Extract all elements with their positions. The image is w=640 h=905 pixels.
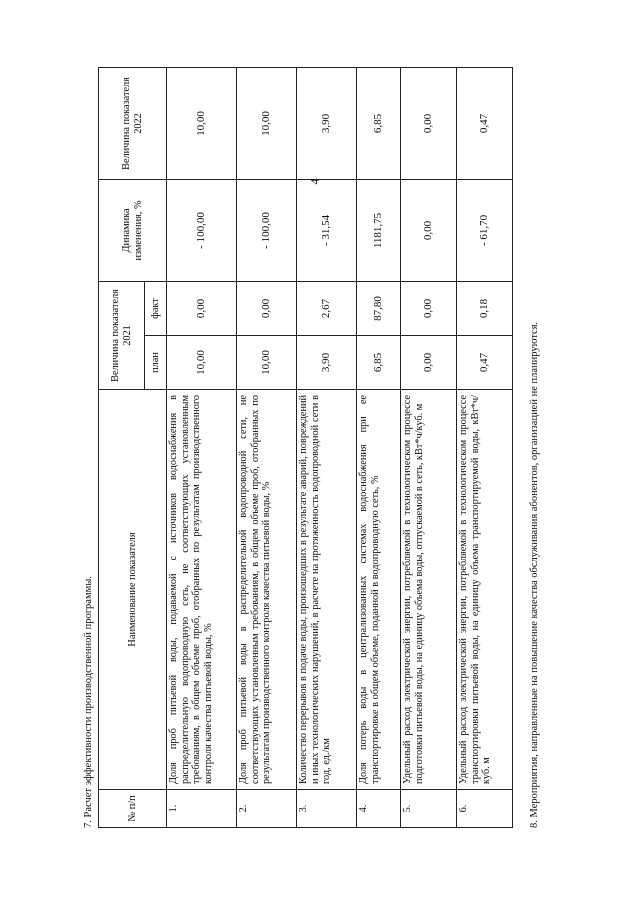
table-row xyxy=(237,68,297,828)
row-plan: 0,47 xyxy=(457,336,513,390)
row-name: Удельный расход электрической энергии, потребляемой в технологическом процессе транспортировки питьевой воды, на единицу объема транспортируемой воды, кВт*ч/куб. м xyxy=(457,390,513,790)
row-num: 1. xyxy=(167,790,237,828)
section-title: 7. Расчет эффективности производственной программы. xyxy=(83,576,94,828)
header-value-2021: Величина показателя 2021 xyxy=(99,282,145,390)
row-name: Доля потерь воды в централизованных системах водоснабжения при ее транспортировке в общем объеме, поданной в водопроводную сеть, % xyxy=(357,390,401,790)
row-plan: 3,90 xyxy=(297,336,357,390)
row-dynamics: - 61,70 xyxy=(457,180,513,282)
header-num: № п/п xyxy=(99,790,167,828)
row-plan: 10,00 xyxy=(167,336,237,390)
row-plan: 10,00 xyxy=(237,336,297,390)
row-fact: 0,18 xyxy=(457,282,513,336)
row-plan: 0,00 xyxy=(401,336,457,390)
row-value-2022: 10,00 xyxy=(167,68,237,180)
row-fact: 0,00 xyxy=(237,282,297,336)
row-value-2022: 6,85 xyxy=(357,68,401,180)
row-name: Количество перерывов в подаче воды, произошедших в результате аварий, повреждений и иных технологических нарушений, в расчете на протяженность водопроводной сети в год, ед./км xyxy=(297,390,357,790)
row-name: Доля проб питьевой воды в распределительной водопроводной сети, не соответствующих установленным требованиям, в общем объеме проб, отобранных по результатам производственного контроля качества питьевой воды, % xyxy=(237,390,297,790)
efficiency-table xyxy=(98,67,513,828)
row-dynamics: 0,00 xyxy=(401,180,457,282)
row-num: 2. xyxy=(237,790,297,828)
header-name: Наименование показателя xyxy=(99,390,167,790)
row-fact: 0,00 xyxy=(401,282,457,336)
row-value-2022: 0,00 xyxy=(401,68,457,180)
row-fact: 0,00 xyxy=(167,282,237,336)
row-fact: 87,80 xyxy=(357,282,401,336)
row-value-2022: 3,90 xyxy=(297,68,357,180)
header-value-2022: Величина показателя 2022 xyxy=(99,68,167,180)
row-num: 3. xyxy=(297,790,357,828)
row-name: Удельный расход электрической энергии, потребляемой в технологическом процессе подготовки питьевой воды, на единицу объема воды, отпускаемой в сеть, кВт*ч/куб. м xyxy=(401,390,457,790)
row-name: Доля проб питьевой воды, подаваемой с источников водоснабжения в распределительную водопроводную сеть, не соответствующих установленным требованиям, в общем объеме проб, отобранных по результатам производственного контроля качества питьевой воды, % xyxy=(167,390,237,790)
row-dynamics: - 100,00 xyxy=(167,180,237,282)
row-dynamics: - 100,00 xyxy=(237,180,297,282)
row-dynamics: 1181,75 xyxy=(357,180,401,282)
page-number: 4 xyxy=(307,178,322,185)
row-dynamics: - 31,54 xyxy=(297,180,357,282)
header-dynamics: Динамика изменения, % xyxy=(99,180,167,282)
rotated-content xyxy=(82,68,548,848)
footer-note: 8. Мероприятия, направленные на повышение качества обслуживания абонентов, организацией не планируются. xyxy=(529,321,540,828)
row-plan: 6,85 xyxy=(357,336,401,390)
row-num: 6. xyxy=(457,790,513,828)
header-plan: план xyxy=(145,336,167,390)
table-row xyxy=(401,68,457,828)
table-row xyxy=(357,68,401,828)
table-row xyxy=(297,68,357,828)
table-row xyxy=(457,68,513,828)
table-row xyxy=(167,68,237,828)
row-num: 5. xyxy=(401,790,457,828)
row-value-2022: 0,47 xyxy=(457,68,513,180)
row-value-2022: 10,00 xyxy=(237,68,297,180)
header-fact: факт xyxy=(145,282,167,336)
row-num: 4. xyxy=(357,790,401,828)
row-fact: 2,67 xyxy=(297,282,357,336)
